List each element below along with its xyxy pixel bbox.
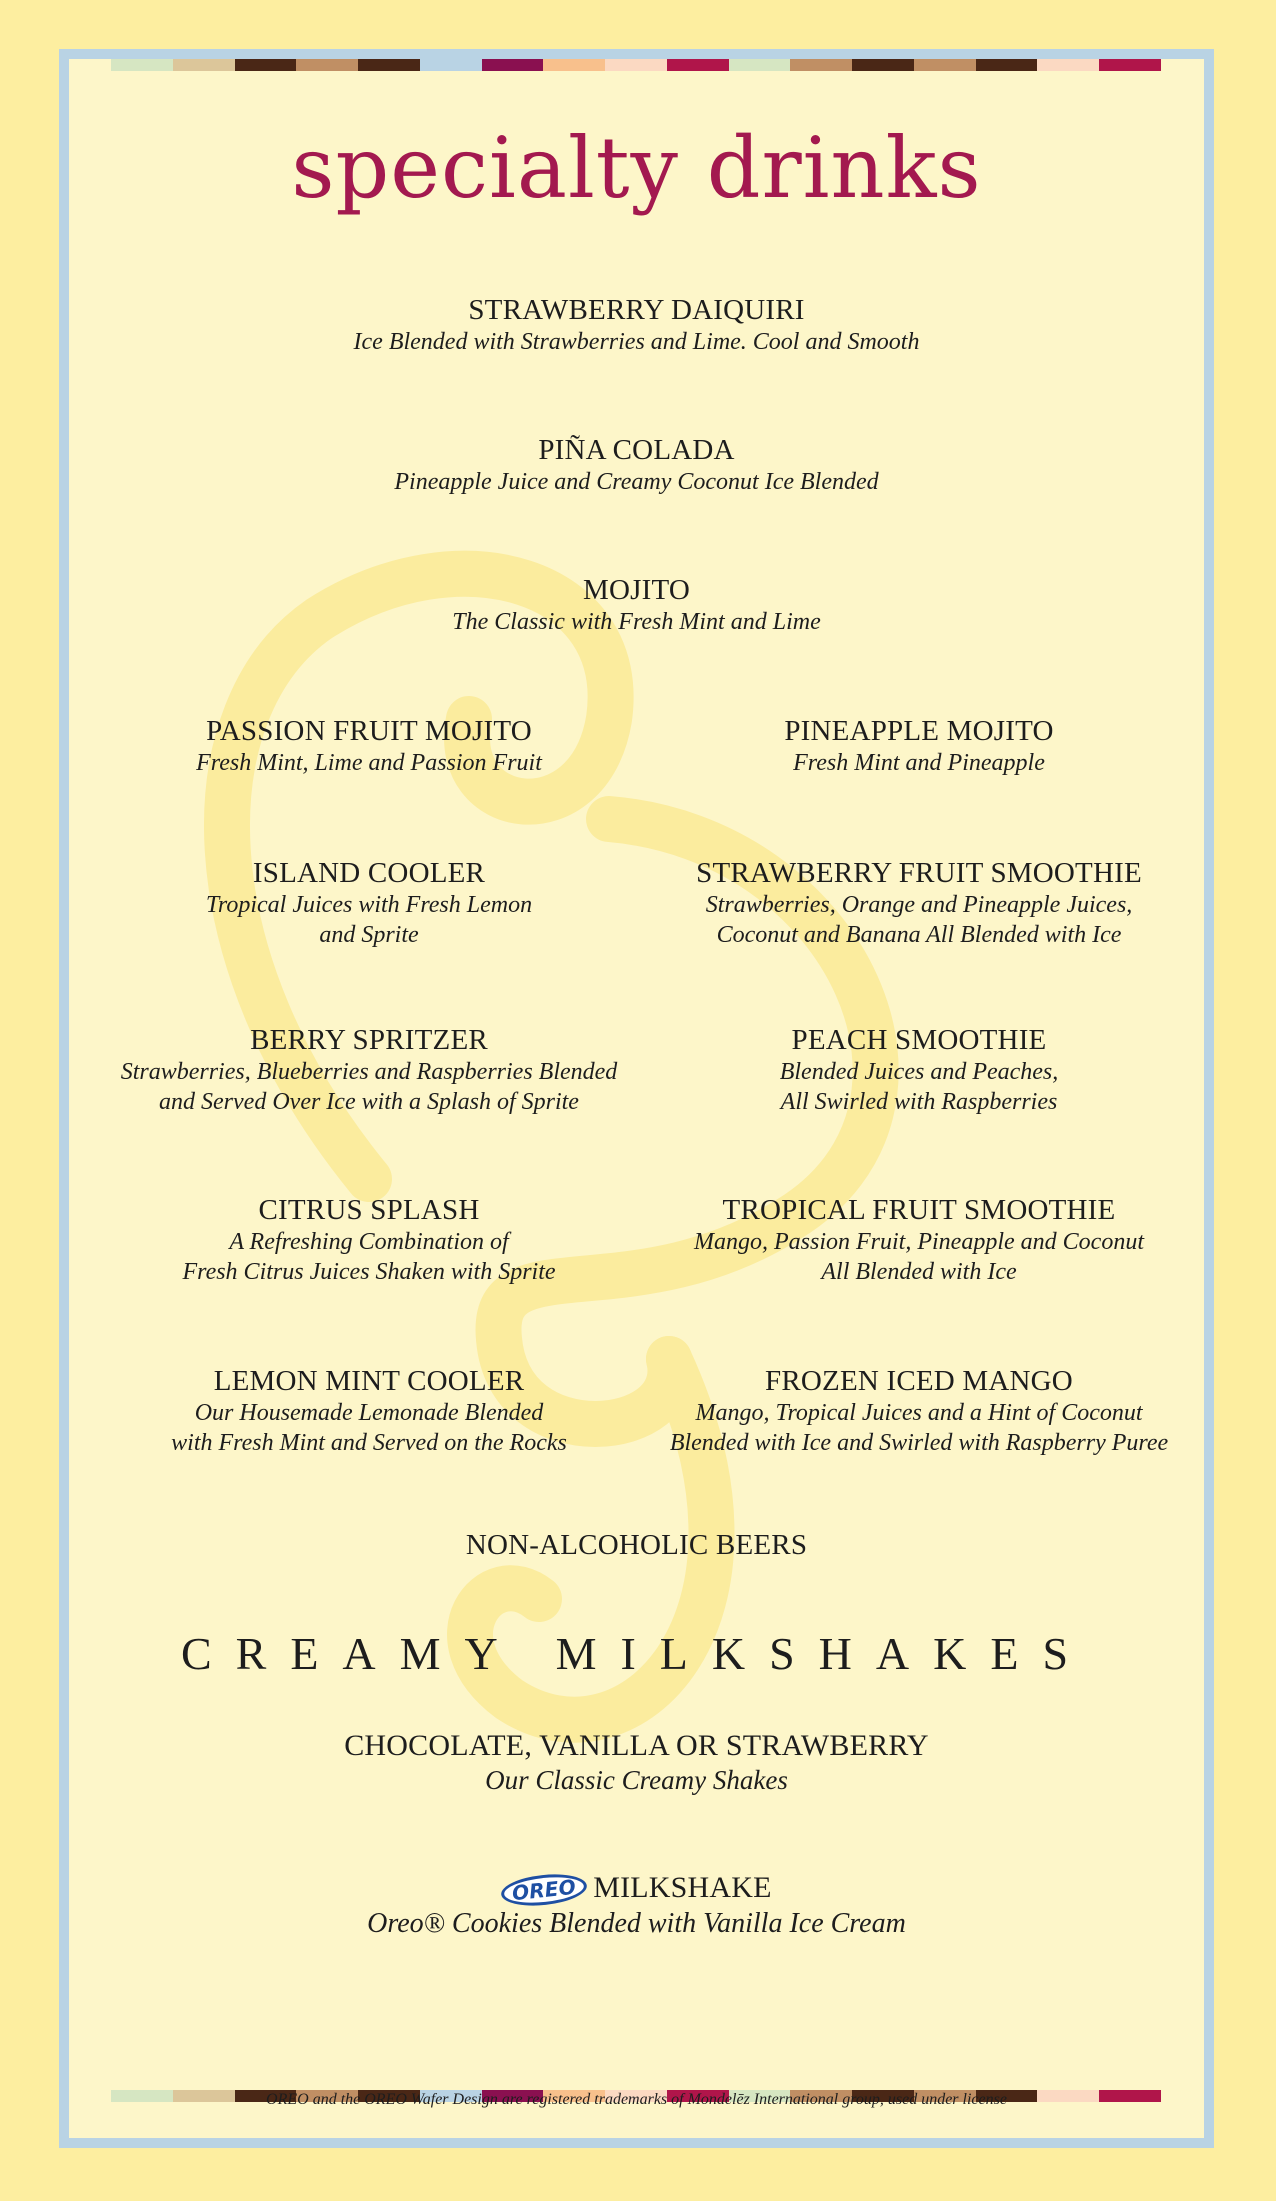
stripe-segment	[790, 59, 852, 71]
menu-item-pineapple-mojito	[629, 714, 1204, 778]
stripe-segment	[358, 59, 420, 71]
page-title: specialty drinks	[291, 119, 982, 217]
item-name: BERRY SPRITZER	[250, 1024, 488, 1056]
stripe-segment	[605, 59, 667, 71]
oreo-logo: OREO	[500, 1871, 589, 1910]
item-name: PIÑA COLADA	[538, 434, 735, 466]
menu-item-strawberry-daiquiri	[69, 293, 1204, 357]
stripe-segment	[852, 59, 914, 71]
menu-item-oreo-milkshake	[69, 1871, 1204, 1943]
item-name: PINEAPPLE MOJITO	[784, 715, 1054, 747]
item-name: ISLAND COOLER	[252, 857, 486, 889]
menu-item-strawberry-fruit-smoothie	[629, 856, 1204, 950]
item-name: STRAWBERRY DAIQUIRI	[468, 294, 805, 326]
menu-border-frame	[59, 49, 1214, 2148]
item-description: Coconut and Banana All Blended with Ice	[716, 922, 1122, 948]
stripe-segment	[543, 59, 605, 71]
item-description: Strawberries, Blueberries and Raspberries Blended	[120, 1059, 618, 1085]
item-name: NON-ALCOHOLIC BEERS	[465, 1529, 808, 1561]
menu-item-berry-spritzer	[69, 1023, 669, 1117]
top-color-stripe	[111, 59, 1161, 71]
item-description: Pineapple Juice and Creamy Coconut Ice Blended	[394, 469, 879, 495]
stripe-segment	[729, 59, 791, 71]
item-description: Blended Juices and Peaches,	[779, 1059, 1059, 1085]
menu-item-passion-fruit-mojito	[69, 714, 669, 778]
menu-item-frozen-iced-mango	[629, 1364, 1204, 1458]
menu-item-peach-smoothie	[629, 1023, 1204, 1117]
item-description: A Refreshing Combination of	[229, 1229, 509, 1255]
milkshakes-heading: CREAMY MILKSHAKES	[180, 1628, 1093, 1679]
item-description: Oreo® Cookies Blended with Vanilla Ice Cream	[367, 1908, 906, 1940]
menu-item-lemon-mint-cooler	[69, 1364, 669, 1458]
stripe-segment	[420, 59, 482, 71]
item-description: Mango, Tropical Juices and a Hint of Coconut	[695, 1400, 1143, 1426]
stripe-segment	[1099, 59, 1161, 71]
item-description: Tropical Juices with Fresh Lemon	[205, 892, 533, 918]
item-description: Strawberries, Orange and Pineapple Juices,	[705, 892, 1133, 918]
item-description: and Sprite	[319, 922, 419, 948]
stripe-segment	[296, 59, 358, 71]
stripe-segment	[482, 59, 544, 71]
item-description: Our Classic Creamy Shakes	[485, 1765, 788, 1795]
item-description: Ice Blended with Strawberries and Lime. Cool and Smooth	[353, 329, 920, 355]
stripe-segment	[1037, 59, 1099, 71]
item-name: CITRUS SPLASH	[258, 1194, 480, 1226]
menu-item-pina-colada	[69, 433, 1204, 497]
item-description: The Classic with Fresh Mint and Lime	[452, 609, 821, 635]
item-description: All Blended with Ice	[821, 1259, 1017, 1285]
item-description: All Swirled with Raspberries	[780, 1089, 1058, 1115]
stripe-segment	[173, 59, 235, 71]
item-name: CHOCOLATE, VANILLA OR STRAWBERRY	[344, 1729, 929, 1762]
stripe-segment	[111, 59, 173, 71]
menu-item-mojito	[69, 573, 1204, 637]
item-name: MOJITO	[582, 574, 690, 606]
item-name: LEMON MINT COOLER	[213, 1365, 525, 1397]
menu-item-tropical-fruit-smoothie	[629, 1193, 1204, 1287]
item-description: with Fresh Mint and Served on the Rocks	[171, 1430, 567, 1456]
item-name: FROZEN ICED MANGO	[765, 1365, 1073, 1397]
menu-item-citrus-splash	[69, 1193, 669, 1287]
stripe-segment	[976, 59, 1038, 71]
trademark-footnote: OREO and the OREO Wafer Design are registered trademarks of Mondelēz International group, used under license	[266, 2091, 1007, 2108]
item-name-row	[69, 1871, 1204, 1905]
menu-item-classic-shakes	[69, 1729, 1204, 1797]
item-description: Mango, Passion Fruit, Pineapple and Coconut	[694, 1229, 1144, 1255]
item-description: Our Housemade Lemonade Blended	[194, 1400, 544, 1426]
item-description: Fresh Mint, Lime and Passion Fruit	[196, 750, 542, 776]
item-name: PEACH SMOOTHIE	[791, 1024, 1047, 1056]
menu-panel	[69, 59, 1204, 2138]
item-description: Blended with Ice and Swirled with Raspberry Puree	[669, 1430, 1169, 1456]
stripe-segment	[667, 59, 729, 71]
stripe-segment	[914, 59, 976, 71]
menu-item-island-cooler	[69, 856, 669, 950]
item-description: and Served Over Ice with a Splash of Sprite	[159, 1089, 579, 1115]
item-name: MILKSHAKE	[593, 1871, 772, 1904]
item-description: Fresh Citrus Juices Shaken with Sprite	[182, 1259, 556, 1285]
item-name: TROPICAL FRUIT SMOOTHIE	[722, 1194, 1116, 1226]
item-name: PASSION FRUIT MOJITO	[206, 715, 532, 747]
menu-item-non-alcoholic-beers	[69, 1528, 1204, 1562]
stripe-segment	[235, 59, 297, 71]
item-description: Fresh Mint and Pineapple	[793, 750, 1045, 776]
item-name: STRAWBERRY FRUIT SMOOTHIE	[696, 857, 1142, 889]
